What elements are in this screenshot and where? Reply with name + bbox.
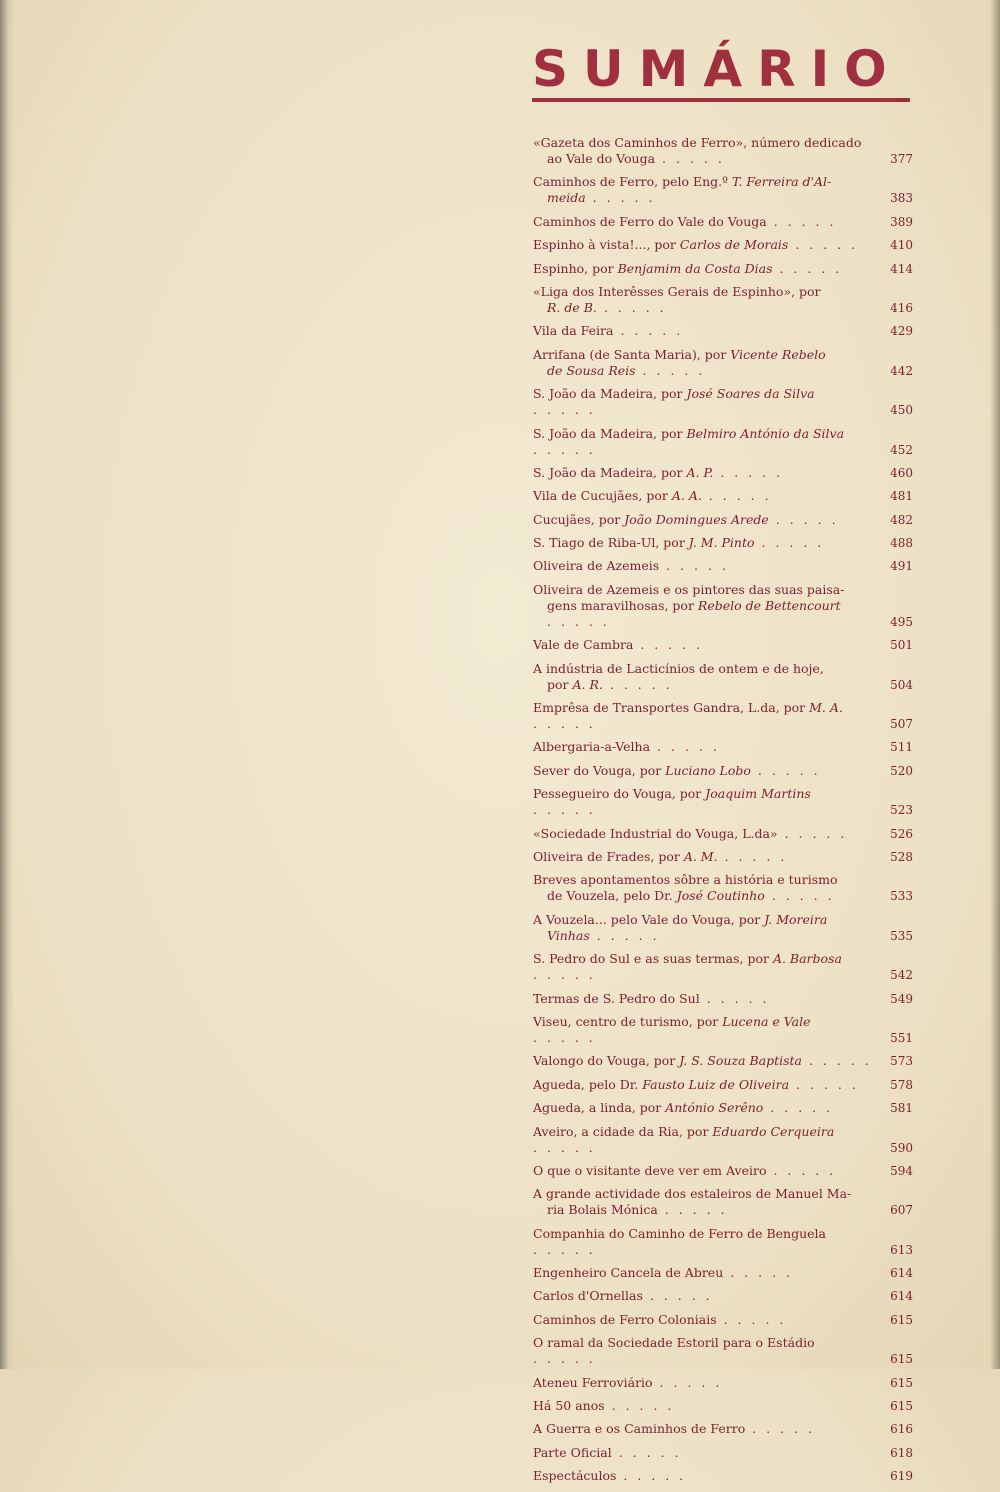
toc-entry-line <box>533 1100 833 1115</box>
toc-entry-continuation <box>533 677 877 693</box>
toc-entry-title: Caminhos de Ferro Coloniais <box>533 1311 717 1327</box>
toc-entry-line <box>533 826 847 841</box>
toc-entry-title: Oliveira de Azemeis e os pintores das suas paisa- <box>533 581 845 597</box>
toc-page-number: 504 <box>890 677 913 692</box>
toc-entry <box>533 991 913 1007</box>
toc-page-number: 450 <box>890 403 913 418</box>
toc-entry-line <box>533 214 836 229</box>
leader-dots: . . . . . <box>596 299 667 315</box>
toc-entry <box>533 1014 913 1046</box>
toc-entry <box>533 912 913 944</box>
toc-entry-author: Luciano Lobo <box>665 762 751 778</box>
toc-entry-title: Valongo do Vouga, por <box>533 1053 680 1069</box>
toc-entry-title: S. João da Madeira, por <box>533 425 687 441</box>
toc-entry-line <box>533 558 729 573</box>
toc-entry-title: Há 50 anos <box>533 1398 605 1414</box>
toc-entry-title: A Guerra e os Caminhos de Ferro <box>533 1421 746 1437</box>
leader-dots: . . . . . <box>701 488 772 504</box>
toc-entry-line <box>533 284 821 299</box>
toc-page-number: 615 <box>890 1375 913 1390</box>
toc-page-number: 581 <box>890 1101 913 1116</box>
toc-entry <box>533 849 913 865</box>
toc-entry-title-cont: gens maravilhosas, por <box>547 597 698 613</box>
toc-entry-continuation <box>533 151 877 167</box>
title-block <box>532 40 912 102</box>
toc-page-number: 520 <box>890 763 913 778</box>
toc-entry <box>533 558 913 574</box>
toc-entry <box>533 700 913 732</box>
toc-entry <box>533 1445 913 1461</box>
toc-entry-title: Sever do Vouga, por <box>533 762 666 778</box>
title-underline <box>532 98 910 102</box>
toc-entry-author: A. P. <box>686 464 714 480</box>
toc-entry <box>533 1288 913 1304</box>
toc-entry-line <box>533 488 772 503</box>
toc-entry-line <box>533 1421 815 1436</box>
toc-entry-title: «Gazeta dos Caminhos de Ferro», número dedicado <box>533 135 862 150</box>
toc-page-number: 383 <box>890 191 913 206</box>
toc-page-number: 523 <box>890 803 913 818</box>
toc-entry-line <box>533 582 844 597</box>
toc-entry <box>533 1226 913 1258</box>
toc-entry <box>533 1077 913 1093</box>
toc-entry-continuation <box>533 190 877 206</box>
toc-entry <box>533 1053 913 1069</box>
toc-entry-title: Vila da Feira <box>533 323 614 339</box>
toc-entry <box>533 826 913 842</box>
leader-dots: . . . . . <box>533 716 596 732</box>
toc-entry-line <box>533 1053 872 1068</box>
toc-entry-title: Albergaria-a-Velha <box>533 739 651 755</box>
toc-entry-title: S. Pedro do Sul e as suas termas, por <box>533 951 773 967</box>
toc-entry-title-cont: de Vouzela, pelo Dr. <box>547 888 677 904</box>
toc-entry <box>533 951 913 983</box>
toc-entry <box>533 488 913 504</box>
toc-page-number: 618 <box>890 1445 913 1460</box>
toc-entry-author: Vinhas <box>547 927 590 943</box>
leader-dots: . . . . . <box>659 558 729 574</box>
toc-page-number: 578 <box>890 1077 913 1092</box>
toc-entry-author: meida <box>547 190 586 206</box>
toc-entry-title: S. João da Madeira, por <box>533 386 687 402</box>
leader-dots: . . . . . <box>642 1288 713 1304</box>
toc-page-number: 460 <box>890 465 913 480</box>
leader-dots: . . . . . <box>716 1311 787 1327</box>
toc-entry-title: Aveiro, a cidade da Ria, por <box>533 1123 713 1139</box>
toc-page-number: 442 <box>890 363 913 378</box>
toc-entry-author: Eduardo Cerqueira <box>712 1123 835 1139</box>
toc-page-number: 573 <box>890 1054 913 1069</box>
toc-page-number: 526 <box>890 826 913 841</box>
toc-entry-line <box>533 1226 826 1257</box>
toc-entry-author: M. A. <box>809 700 843 716</box>
toc-entry-title: Engenheiro Cancela de Abreu <box>533 1265 724 1281</box>
toc-entry-line <box>533 535 824 550</box>
leader-dots: . . . . . <box>750 762 821 778</box>
toc-page-number: 614 <box>890 1266 913 1281</box>
toc-entry-line <box>533 763 821 778</box>
toc-entry-author: A. A. <box>671 488 702 504</box>
toc-page-number: 416 <box>890 300 913 315</box>
toc-entry <box>533 1265 913 1281</box>
toc-entry-title: Pessegueiro do Vouga, por <box>533 786 706 802</box>
toc-entry-line <box>533 849 787 864</box>
toc-entry-author: A. R. <box>572 676 603 692</box>
leader-dots: . . . . . <box>766 1162 837 1178</box>
leader-dots: . . . . . <box>764 888 835 904</box>
leader-dots: . . . . . <box>635 362 706 378</box>
toc-entry-title: Ateneu Ferroviário <box>533 1374 653 1390</box>
leader-dots: . . . . . <box>713 464 784 480</box>
toc-entry-title: A grande actividade dos estaleiros de Manuel Ma- <box>533 1186 852 1202</box>
leader-dots: . . . . . <box>589 927 660 943</box>
toc-entry-line <box>533 872 838 887</box>
toc-page-number: 615 <box>890 1312 913 1327</box>
toc-entry-line <box>533 347 826 362</box>
leader-dots: . . . . . <box>652 1374 723 1390</box>
toc-entry-author: Rebelo de Bettencourt <box>697 597 841 613</box>
toc-entry-continuation <box>533 928 877 944</box>
toc-entry <box>533 582 913 630</box>
toc-page-number: 549 <box>890 991 913 1006</box>
leader-dots: . . . . . <box>655 151 725 166</box>
leader-dots: . . . . . <box>533 402 596 418</box>
toc-entry-title: Caminhos de Ferro, pelo Eng.º <box>533 174 732 190</box>
toc-entry <box>533 465 913 481</box>
toc-entry-author: João Domingues Arede <box>624 511 769 527</box>
toc-entry-title: Oliveira de Frades, por <box>533 848 684 864</box>
toc-page-number: 482 <box>890 512 913 527</box>
toc-entry-line <box>533 465 783 480</box>
toc-page-number: 488 <box>890 536 913 551</box>
leader-dots: . . . . . <box>613 323 684 339</box>
toc-entry-title: Breves apontamentos sôbre a história e turismo <box>533 872 838 888</box>
toc-page-number: 615 <box>890 1352 913 1367</box>
toc-entry-line <box>533 1375 722 1390</box>
toc-entry <box>533 661 913 693</box>
toc-entry-line <box>533 261 842 276</box>
toc-entry-title: «Sociedade Industrial do Vouga, L.da» <box>533 825 778 841</box>
toc-page-number: 452 <box>890 442 913 457</box>
toc-entry-continuation <box>533 300 877 316</box>
leader-dots: . . . . . <box>745 1421 815 1437</box>
toc-entry-author: José Coutinho <box>676 888 765 904</box>
toc-entry <box>533 1468 913 1484</box>
toc-page-number: 410 <box>890 238 913 253</box>
leader-dots: . . . . . <box>777 825 848 841</box>
leader-dots: . . . . . <box>533 1139 596 1155</box>
toc-entry-author: Belmiro António da Silva <box>686 425 845 441</box>
toc-page-number: 533 <box>890 889 913 904</box>
toc-entry <box>533 512 913 528</box>
leader-dots: . . . . . <box>768 511 839 527</box>
toc-page-number: 551 <box>890 1030 913 1045</box>
toc-entry-author: J. Moreira <box>764 911 828 927</box>
toc-entry-author: Carlos de Morais <box>679 237 789 253</box>
toc-entry-title: O que o visitante deve ver em Aveiro <box>533 1162 767 1178</box>
toc-entry-author: T. Ferreira d'Al- <box>731 174 832 190</box>
toc-entry <box>533 135 913 167</box>
toc-entry <box>533 1375 913 1391</box>
leader-dots: . . . . . <box>657 1202 728 1218</box>
toc-page-number: 501 <box>890 638 913 653</box>
toc-entry-line <box>533 237 858 252</box>
toc-entry-line <box>533 1077 859 1092</box>
toc-page-number: 414 <box>890 261 913 276</box>
toc-entry <box>533 323 913 339</box>
toc-entry <box>533 347 913 379</box>
toc-entry-author: J. S. Souza Baptista <box>679 1053 803 1069</box>
leader-dots: . . . . . <box>650 739 720 755</box>
toc-entry-title: Cucujães, por <box>533 511 625 527</box>
toc-entry-title-cont: ria Bolais Mónica <box>547 1202 658 1218</box>
toc-entry-title: Agueda, a linda, por <box>533 1100 666 1116</box>
toc-entry <box>533 386 913 418</box>
toc-page-number: 491 <box>890 559 913 574</box>
toc-entry-title: A indústria de Lacticínios de ontem e de hoje, <box>533 660 824 676</box>
toc-entry-continuation <box>533 363 877 379</box>
toc-entry-title: Espinho à vista!..., por <box>533 237 680 253</box>
toc-entry-title: Vila de Cucujães, por <box>533 488 672 504</box>
toc-entry-line <box>533 1014 811 1045</box>
toc-entry-line <box>533 1468 686 1483</box>
toc-page-number: 613 <box>890 1242 913 1257</box>
leader-dots: . . . . . <box>533 1029 596 1045</box>
toc-entry-line <box>533 700 843 731</box>
toc-entry-title: S. João da Madeira, por <box>533 464 687 480</box>
toc-page-number: 495 <box>890 614 913 629</box>
toc-entry-line <box>533 661 824 676</box>
toc-entry-title: Vale de Cambra <box>533 637 634 653</box>
toc-entry <box>533 1421 913 1437</box>
toc-entry-title: Caminhos de Ferro do Vale do Vouga <box>533 213 767 229</box>
toc-entry <box>533 1163 913 1179</box>
toc-entry <box>533 637 913 653</box>
toc-entry-author: A. M. <box>683 848 718 864</box>
toc-entry-line <box>533 1312 786 1327</box>
toc-entry-title: Arrifana (de Santa Maria), por <box>533 346 731 362</box>
toc-entry-title: Termas de S. Pedro do Sul <box>533 990 700 1006</box>
toc-page-number: 377 <box>890 152 913 166</box>
leader-dots: . . . . . <box>789 1076 859 1092</box>
toc-entry-author: Benjamim da Costa Dias <box>617 260 773 276</box>
toc-entry-line <box>533 739 720 754</box>
toc-entry <box>533 872 913 904</box>
leader-dots: . . . . . <box>604 1398 675 1414</box>
toc-entry-title: Emprêsa de Transportes Gandra, L.da, por <box>533 700 810 716</box>
leader-dots: . . . . . <box>547 613 610 629</box>
toc-entry-author: Vicente Rebelo <box>730 346 826 362</box>
toc-entry-line <box>533 1186 851 1201</box>
toc-entry-continuation <box>533 1202 877 1218</box>
table-of-contents <box>533 135 913 1492</box>
toc-entry-line <box>533 1445 681 1460</box>
toc-page-number: 615 <box>890 1399 913 1414</box>
toc-entry-line <box>533 1265 793 1280</box>
toc-page-number: 614 <box>890 1289 913 1304</box>
toc-entry-title: A Vouzela... pelo Vale do Vouga, por <box>533 911 765 927</box>
toc-page-number: 507 <box>890 717 913 732</box>
leader-dots: . . . . . <box>802 1053 872 1069</box>
toc-entry <box>533 1100 913 1116</box>
toc-page-number: 542 <box>890 968 913 983</box>
toc-entry-author: de Sousa Reis <box>547 362 636 378</box>
toc-entry-line <box>533 991 769 1006</box>
toc-page-number: 590 <box>890 1140 913 1155</box>
toc-entry-line <box>533 512 839 527</box>
leader-dots: . . . . . <box>723 1265 793 1281</box>
toc-entry-continuation <box>533 888 877 904</box>
leader-dots: . . . . . <box>754 535 825 551</box>
toc-entry-line <box>533 637 703 652</box>
toc-entry <box>533 763 913 779</box>
toc-entry-line <box>533 912 827 927</box>
toc-entry-line <box>533 135 861 150</box>
page-edge-shadow <box>0 0 14 1369</box>
toc-entry-line <box>533 1398 674 1413</box>
toc-entry-title: O ramal da Sociedade Estoril para o Estádio <box>533 1335 815 1351</box>
toc-entry-continuation <box>533 598 877 630</box>
toc-entry-title: Viseu, centro de turismo, por <box>533 1013 723 1029</box>
toc-entry-author: António Serêno <box>665 1100 764 1116</box>
toc-entry <box>533 1186 913 1218</box>
leader-dots: . . . . . <box>585 190 656 206</box>
toc-page-number: 535 <box>890 928 913 943</box>
toc-entry-title: S. Tiago de Riba-Ul, por <box>533 535 689 551</box>
toc-entry <box>533 284 913 316</box>
page-edge-shadow-right <box>990 0 1000 1369</box>
toc-page-number: 481 <box>890 489 913 504</box>
toc-page-number: 619 <box>890 1469 913 1484</box>
toc-page-number: 389 <box>890 214 913 229</box>
toc-entry-line <box>533 174 831 189</box>
toc-entry-line <box>533 951 842 982</box>
leader-dots: . . . . . <box>763 1100 834 1116</box>
toc-entry <box>533 1312 913 1328</box>
toc-entry-title-cont: por <box>547 676 573 692</box>
toc-entry-author: José Soares da Silva <box>686 386 815 402</box>
toc-entry <box>533 739 913 755</box>
toc-entry-author: J. M. Pinto <box>688 535 755 551</box>
toc-page-number: 616 <box>890 1422 913 1437</box>
toc-entry <box>533 426 913 458</box>
toc-page-number: 429 <box>890 324 913 339</box>
toc-page-number: 528 <box>890 849 913 864</box>
leader-dots: . . . . . <box>699 990 770 1006</box>
toc-entry <box>533 174 913 206</box>
toc-entry-line <box>533 1288 713 1303</box>
toc-entry-line <box>533 786 811 817</box>
toc-entry-author: R. de B. <box>547 299 597 315</box>
page-title: SUMÁRIO <box>532 40 902 98</box>
toc-entry <box>533 1335 913 1367</box>
leader-dots: . . . . . <box>533 802 596 818</box>
toc-entry-line <box>533 386 815 417</box>
toc-entry-author: Fausto Luiz de Oliveira <box>642 1076 790 1092</box>
toc-page-number: 607 <box>890 1203 913 1218</box>
leader-dots: . . . . . <box>533 967 596 983</box>
toc-entry-line <box>533 1124 834 1155</box>
toc-entry <box>533 261 913 277</box>
toc-entry-author: Joaquim Martins <box>705 786 811 802</box>
toc-entry-title: Parte Oficial <box>533 1444 612 1460</box>
toc-page-number: 511 <box>890 740 913 755</box>
toc-entry-title: Carlos d'Ornellas <box>533 1288 643 1304</box>
toc-entry-line <box>533 426 844 457</box>
toc-entry-line <box>533 1163 836 1178</box>
toc-entry-title: Agueda, pelo Dr. <box>533 1076 643 1092</box>
leader-dots: . . . . . <box>611 1444 682 1460</box>
toc-entry-line <box>533 1335 815 1366</box>
leader-dots: . . . . . <box>533 1351 596 1367</box>
leader-dots: . . . . . <box>772 260 843 276</box>
toc-entry <box>533 535 913 551</box>
toc-page-number: 594 <box>890 1163 913 1178</box>
leader-dots: . . . . . <box>633 637 704 653</box>
toc-entry-title: Oliveira de Azemeis <box>533 558 660 574</box>
toc-entry-title: Espectáculos <box>533 1468 617 1484</box>
leader-dots: . . . . . <box>717 848 788 864</box>
toc-entry-title: Companhia do Caminho de Ferro de Benguela <box>533 1225 827 1241</box>
leader-dots: . . . . . <box>788 237 859 253</box>
toc-entry-title-cont: ao Vale do Vouga <box>547 151 656 166</box>
toc-entry <box>533 1124 913 1156</box>
toc-entry <box>533 214 913 230</box>
toc-entry-author: Lucena e Vale <box>722 1013 811 1029</box>
toc-entry <box>533 237 913 253</box>
toc-entry-author: A. Barbosa <box>772 951 842 967</box>
leader-dots: . . . . . <box>533 441 596 457</box>
toc-entry <box>533 1398 913 1414</box>
leader-dots: . . . . . <box>616 1468 687 1484</box>
toc-entry-title: «Liga dos Interêsses Gerais de Espinho», por <box>533 283 821 299</box>
leader-dots: . . . . . <box>766 213 837 229</box>
leader-dots: . . . . . <box>533 1241 596 1257</box>
toc-entry <box>533 786 913 818</box>
leader-dots: . . . . . <box>602 676 673 692</box>
toc-entry-title: Espinho, por <box>533 260 618 276</box>
toc-entry-line <box>533 323 683 338</box>
